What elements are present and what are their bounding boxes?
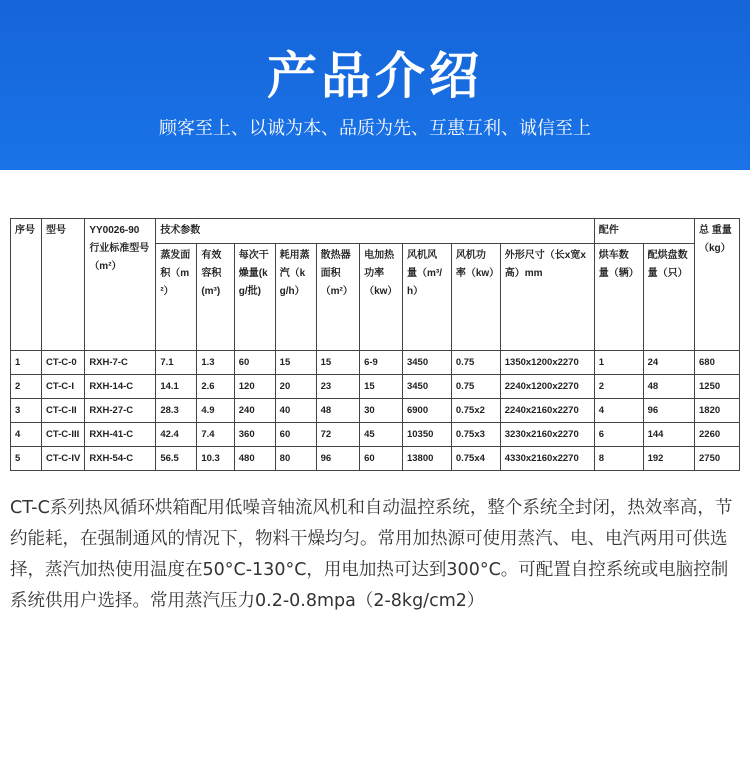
table-cell: 45 bbox=[360, 423, 403, 447]
header-tech: 技术参数 bbox=[156, 219, 594, 244]
subheader: 风机功率（kw） bbox=[451, 244, 500, 351]
table-cell: 72 bbox=[316, 423, 359, 447]
table-cell: 6-9 bbox=[360, 351, 403, 375]
table-cell: 4 bbox=[11, 423, 42, 447]
table-cell: 96 bbox=[316, 447, 359, 471]
subheader: 蒸发面积（m²） bbox=[156, 244, 197, 351]
subheader: 散热器面积（m²） bbox=[316, 244, 359, 351]
header-model: 型号 bbox=[42, 219, 85, 351]
table-cell: 4.9 bbox=[197, 399, 234, 423]
banner bbox=[0, 0, 750, 170]
table-cell: 192 bbox=[643, 447, 694, 471]
table-cell: RXH-7-C bbox=[85, 351, 156, 375]
table-cell: 2240x1200x2270 bbox=[500, 375, 594, 399]
table-cell: 1820 bbox=[695, 399, 740, 423]
table-cell: 15 bbox=[275, 351, 316, 375]
table-cell: 3230x2160x2270 bbox=[500, 423, 594, 447]
table-cell: 56.5 bbox=[156, 447, 197, 471]
table-cell: 20 bbox=[275, 375, 316, 399]
table-cell: 144 bbox=[643, 423, 694, 447]
table-cell: 96 bbox=[643, 399, 694, 423]
table-row bbox=[11, 423, 740, 447]
table-cell: 680 bbox=[695, 351, 740, 375]
table-cell: CT-C-II bbox=[42, 399, 85, 423]
table-cell: 120 bbox=[234, 375, 275, 399]
table-cell: 240 bbox=[234, 399, 275, 423]
table-cell: 48 bbox=[316, 399, 359, 423]
header-weight: 总 重量（kg） bbox=[695, 219, 740, 351]
header-accessories: 配件 bbox=[594, 219, 694, 244]
subheader: 外形尺寸（长x宽x高）mm bbox=[500, 244, 594, 351]
table-cell: 1350x1200x2270 bbox=[500, 351, 594, 375]
table-cell: 30 bbox=[360, 399, 403, 423]
subheader: 烘车数量（辆） bbox=[594, 244, 643, 351]
table-cell: RXH-27-C bbox=[85, 399, 156, 423]
table-cell: RXH-41-C bbox=[85, 423, 156, 447]
table-cell: 0.75 bbox=[451, 375, 500, 399]
table-cell: 8 bbox=[594, 447, 643, 471]
table-cell: 0.75x4 bbox=[451, 447, 500, 471]
table-cell: 7.4 bbox=[197, 423, 234, 447]
table-row bbox=[11, 399, 740, 423]
table-cell: 0.75x3 bbox=[451, 423, 500, 447]
table-cell: 360 bbox=[234, 423, 275, 447]
table-cell: 4 bbox=[594, 399, 643, 423]
table-cell: CT-C-IV bbox=[42, 447, 85, 471]
table-cell: 2260 bbox=[695, 423, 740, 447]
table-cell: 13800 bbox=[402, 447, 451, 471]
table-cell: 60 bbox=[275, 423, 316, 447]
table-container bbox=[0, 170, 750, 471]
table-cell: 1 bbox=[594, 351, 643, 375]
table-cell: 2240x2160x2270 bbox=[500, 399, 594, 423]
table-cell: 15 bbox=[360, 375, 403, 399]
table-cell: 14.1 bbox=[156, 375, 197, 399]
table-cell: 1.3 bbox=[197, 351, 234, 375]
table-cell: 6 bbox=[594, 423, 643, 447]
table-cell: 2750 bbox=[695, 447, 740, 471]
table-cell: 24 bbox=[643, 351, 694, 375]
table-row bbox=[11, 351, 740, 375]
table-cell: 5 bbox=[11, 447, 42, 471]
subheader: 风机风量（m³/h） bbox=[402, 244, 451, 351]
spec-table bbox=[10, 218, 740, 471]
table-row bbox=[11, 375, 740, 399]
table-cell: CT-C-0 bbox=[42, 351, 85, 375]
subheader: 有效容积(m³) bbox=[197, 244, 234, 351]
table-cell: 3 bbox=[11, 399, 42, 423]
header-no: 序号 bbox=[11, 219, 42, 351]
table-cell: 480 bbox=[234, 447, 275, 471]
table-cell: RXH-54-C bbox=[85, 447, 156, 471]
table-cell: 23 bbox=[316, 375, 359, 399]
subheader: 电加热功率（kw） bbox=[360, 244, 403, 351]
page-title: 产品介绍 bbox=[267, 47, 483, 105]
table-cell: 0.75x2 bbox=[451, 399, 500, 423]
table-cell: 48 bbox=[643, 375, 694, 399]
table-cell: 0.75 bbox=[451, 351, 500, 375]
table-cell: 4330x2160x2270 bbox=[500, 447, 594, 471]
table-cell: 60 bbox=[234, 351, 275, 375]
table-cell: 40 bbox=[275, 399, 316, 423]
slogan: 顾客至上、以诚为本、品质为先、互惠互利、诚信至上 bbox=[159, 118, 591, 139]
subheader: 每次干燥量(kg/批) bbox=[234, 244, 275, 351]
table-cell: CT-C-I bbox=[42, 375, 85, 399]
table-cell: 7.1 bbox=[156, 351, 197, 375]
table-row bbox=[11, 447, 740, 471]
table-cell: CT-C-III bbox=[42, 423, 85, 447]
table-cell: 2.6 bbox=[197, 375, 234, 399]
table-cell: 42.4 bbox=[156, 423, 197, 447]
table-cell: 6900 bbox=[402, 399, 451, 423]
table-cell: 15 bbox=[316, 351, 359, 375]
table-cell: 10350 bbox=[402, 423, 451, 447]
table-cell: 3450 bbox=[402, 351, 451, 375]
table-cell: 80 bbox=[275, 447, 316, 471]
table-cell: 1250 bbox=[695, 375, 740, 399]
table-cell: 3450 bbox=[402, 375, 451, 399]
description: CT-C系列热风循环烘箱配用低噪音轴流风机和自动温控系统，整个系统全封闭，热效率高，节约能耗，在强制通风的情况下，物料干燥均匀。常用加热源可使用蒸汽、电、电汽两用可供选择，蒸汽加热使用温度在50°C-130°C，用电加热可达到300°C。可配置自控系统或电脑控制系统供用户选择。常用蒸汽压力0.2-0.8mpa（2-8kg/cm2） bbox=[10, 498, 733, 611]
table-cell: 2 bbox=[11, 375, 42, 399]
header-standard: YY0026-90 行业标准型号（m²） bbox=[85, 219, 156, 351]
table-cell: 10.3 bbox=[197, 447, 234, 471]
subheader: 配烘盘数量（只） bbox=[643, 244, 694, 351]
subheader: 耗用蒸汽（kg/h） bbox=[275, 244, 316, 351]
table-cell: 1 bbox=[11, 351, 42, 375]
table-cell: 28.3 bbox=[156, 399, 197, 423]
table-cell: 2 bbox=[594, 375, 643, 399]
table-cell: RXH-14-C bbox=[85, 375, 156, 399]
table-cell: 60 bbox=[360, 447, 403, 471]
